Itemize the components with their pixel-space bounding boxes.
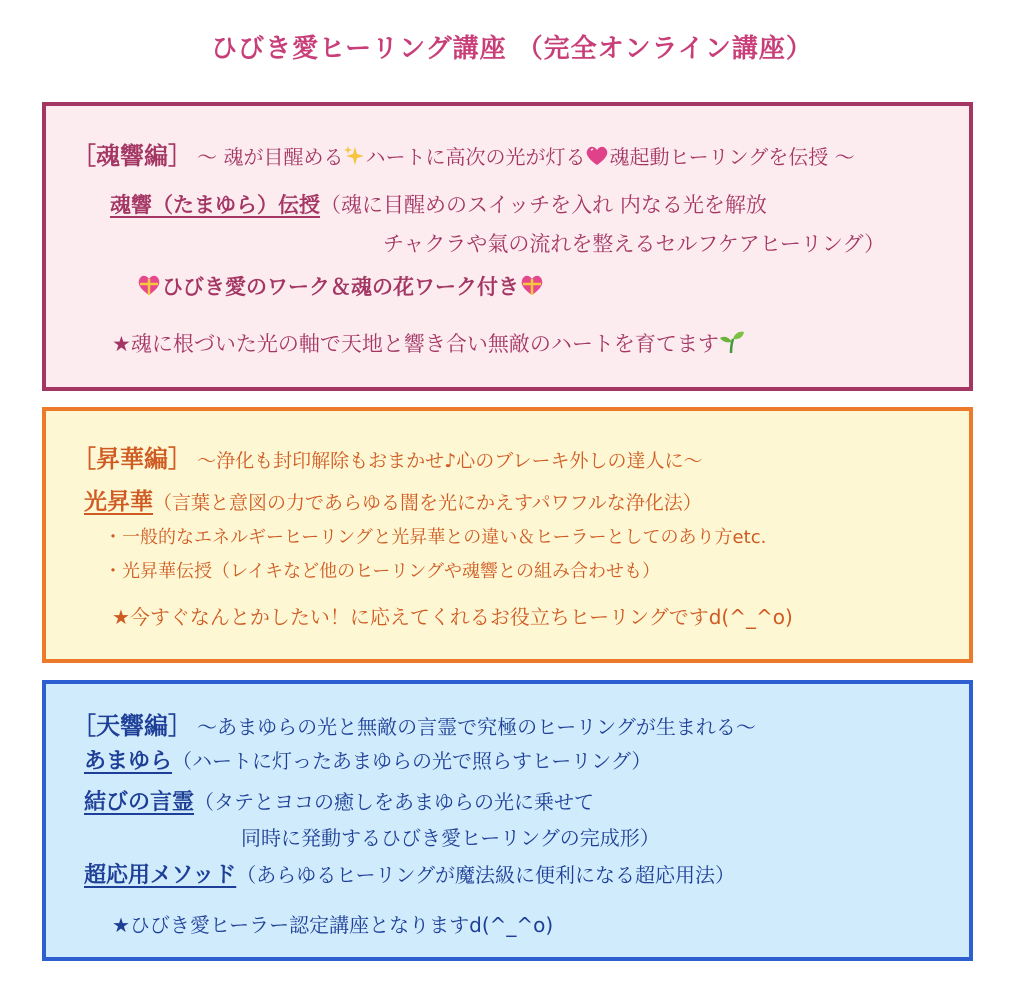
ascend-tagline: 〜浄化も封印解除もおまかせ♪心のブレーキ外しの達人に〜 [197, 450, 703, 472]
sparkles-icon [343, 145, 365, 171]
heaven-row-1 [84, 744, 651, 775]
heaven-tagline: 〜あまゆらの光と無敵の言霊で究極のヒーリングが生まれる〜 [197, 715, 756, 739]
soul-desc-1: （魂に目醒めのスイッチを入れ 内なる光を解放 [320, 193, 767, 217]
heaven-heading-1: あまゆら [84, 749, 173, 774]
soul-heading: 魂響（たまゆら）伝授 [110, 193, 320, 217]
ascend-bullet-1: ・一般的なエネルギーヒーリングと光昇華との違い＆ヒーラーとしてのあり方etc. [104, 527, 767, 548]
gift-heart-icon-right [519, 273, 545, 302]
heaven-desc-3: （あらゆるヒーリングが魔法級に便利になる超応用法） [236, 863, 736, 887]
soul-note-text: ★魂に根づいた光の軸で天地と響き合い無敵のハートを育てます [112, 332, 719, 356]
ascend-bracket-title: ［昇華編］ [72, 445, 192, 473]
ascend-desc: （言葉と意図の力であらゆる闇を光にかえすパワフルな浄化法） [153, 492, 702, 514]
heaven-desc-2b: 同時に発動するひびき愛ヒーリングの完成形） [241, 826, 660, 850]
ascend-heading-row [84, 483, 702, 516]
soul-desc-2: チャクラや氣の流れを整えるセルフケアヒーリング） [383, 232, 886, 256]
heaven-row-2 [84, 785, 594, 816]
heaven-desc-1: （ハートに灯ったあまゆらの光で照らすヒーリング） [172, 749, 652, 773]
soul-header [72, 136, 855, 171]
soul-tagline-a: 〜 魂が目醒める [197, 145, 344, 169]
ascend-heading: 光昇華 [84, 489, 153, 515]
soul-tagline-b: ハートに高次の光が灯る [365, 145, 586, 169]
ascend-section [42, 407, 973, 663]
page-title: ひびき愛ヒーリング講座 （完全オンライン講座） [211, 34, 813, 64]
heaven-desc-2a: （タテとヨコの癒しをあまゆらの光に乗せて [194, 790, 595, 814]
gift-heart-icon [136, 273, 162, 302]
soul-tagline-c: 魂起動ヒーリングを伝授 〜 [609, 145, 855, 169]
seedling-icon [719, 330, 745, 359]
heaven-row-3 [84, 858, 735, 889]
ascend-bullet-2: ・光昇華伝授（レイキなど他のヒーリングや魂響との組み合わせも） [104, 561, 661, 582]
heaven-heading-3: 超応用メソッド [84, 863, 237, 888]
heaven-heading-2: 結びの言霊 [84, 790, 195, 815]
heaven-bracket-title: ［天響編］ [72, 712, 192, 740]
heaven-header [72, 706, 756, 741]
soul-section [42, 102, 973, 391]
soul-note [112, 328, 745, 359]
ascend-note: ★今すぐなんとかしたい！に応えてくれるお役立ちヒーリングですd(^_^o) [112, 605, 793, 629]
soul-work-row [136, 271, 545, 302]
heaven-section [42, 680, 973, 961]
heart-icon [585, 145, 609, 171]
soul-work-text: ひびき愛のワーク＆魂の花ワーク付き [162, 275, 519, 299]
soul-heading-row [110, 189, 767, 219]
soul-bracket-title: ［魂響編］ [72, 142, 192, 170]
ascend-header [72, 439, 702, 474]
heaven-note: ★ひびき愛ヒーラー認定講座となりますd(^_^o) [112, 913, 554, 937]
